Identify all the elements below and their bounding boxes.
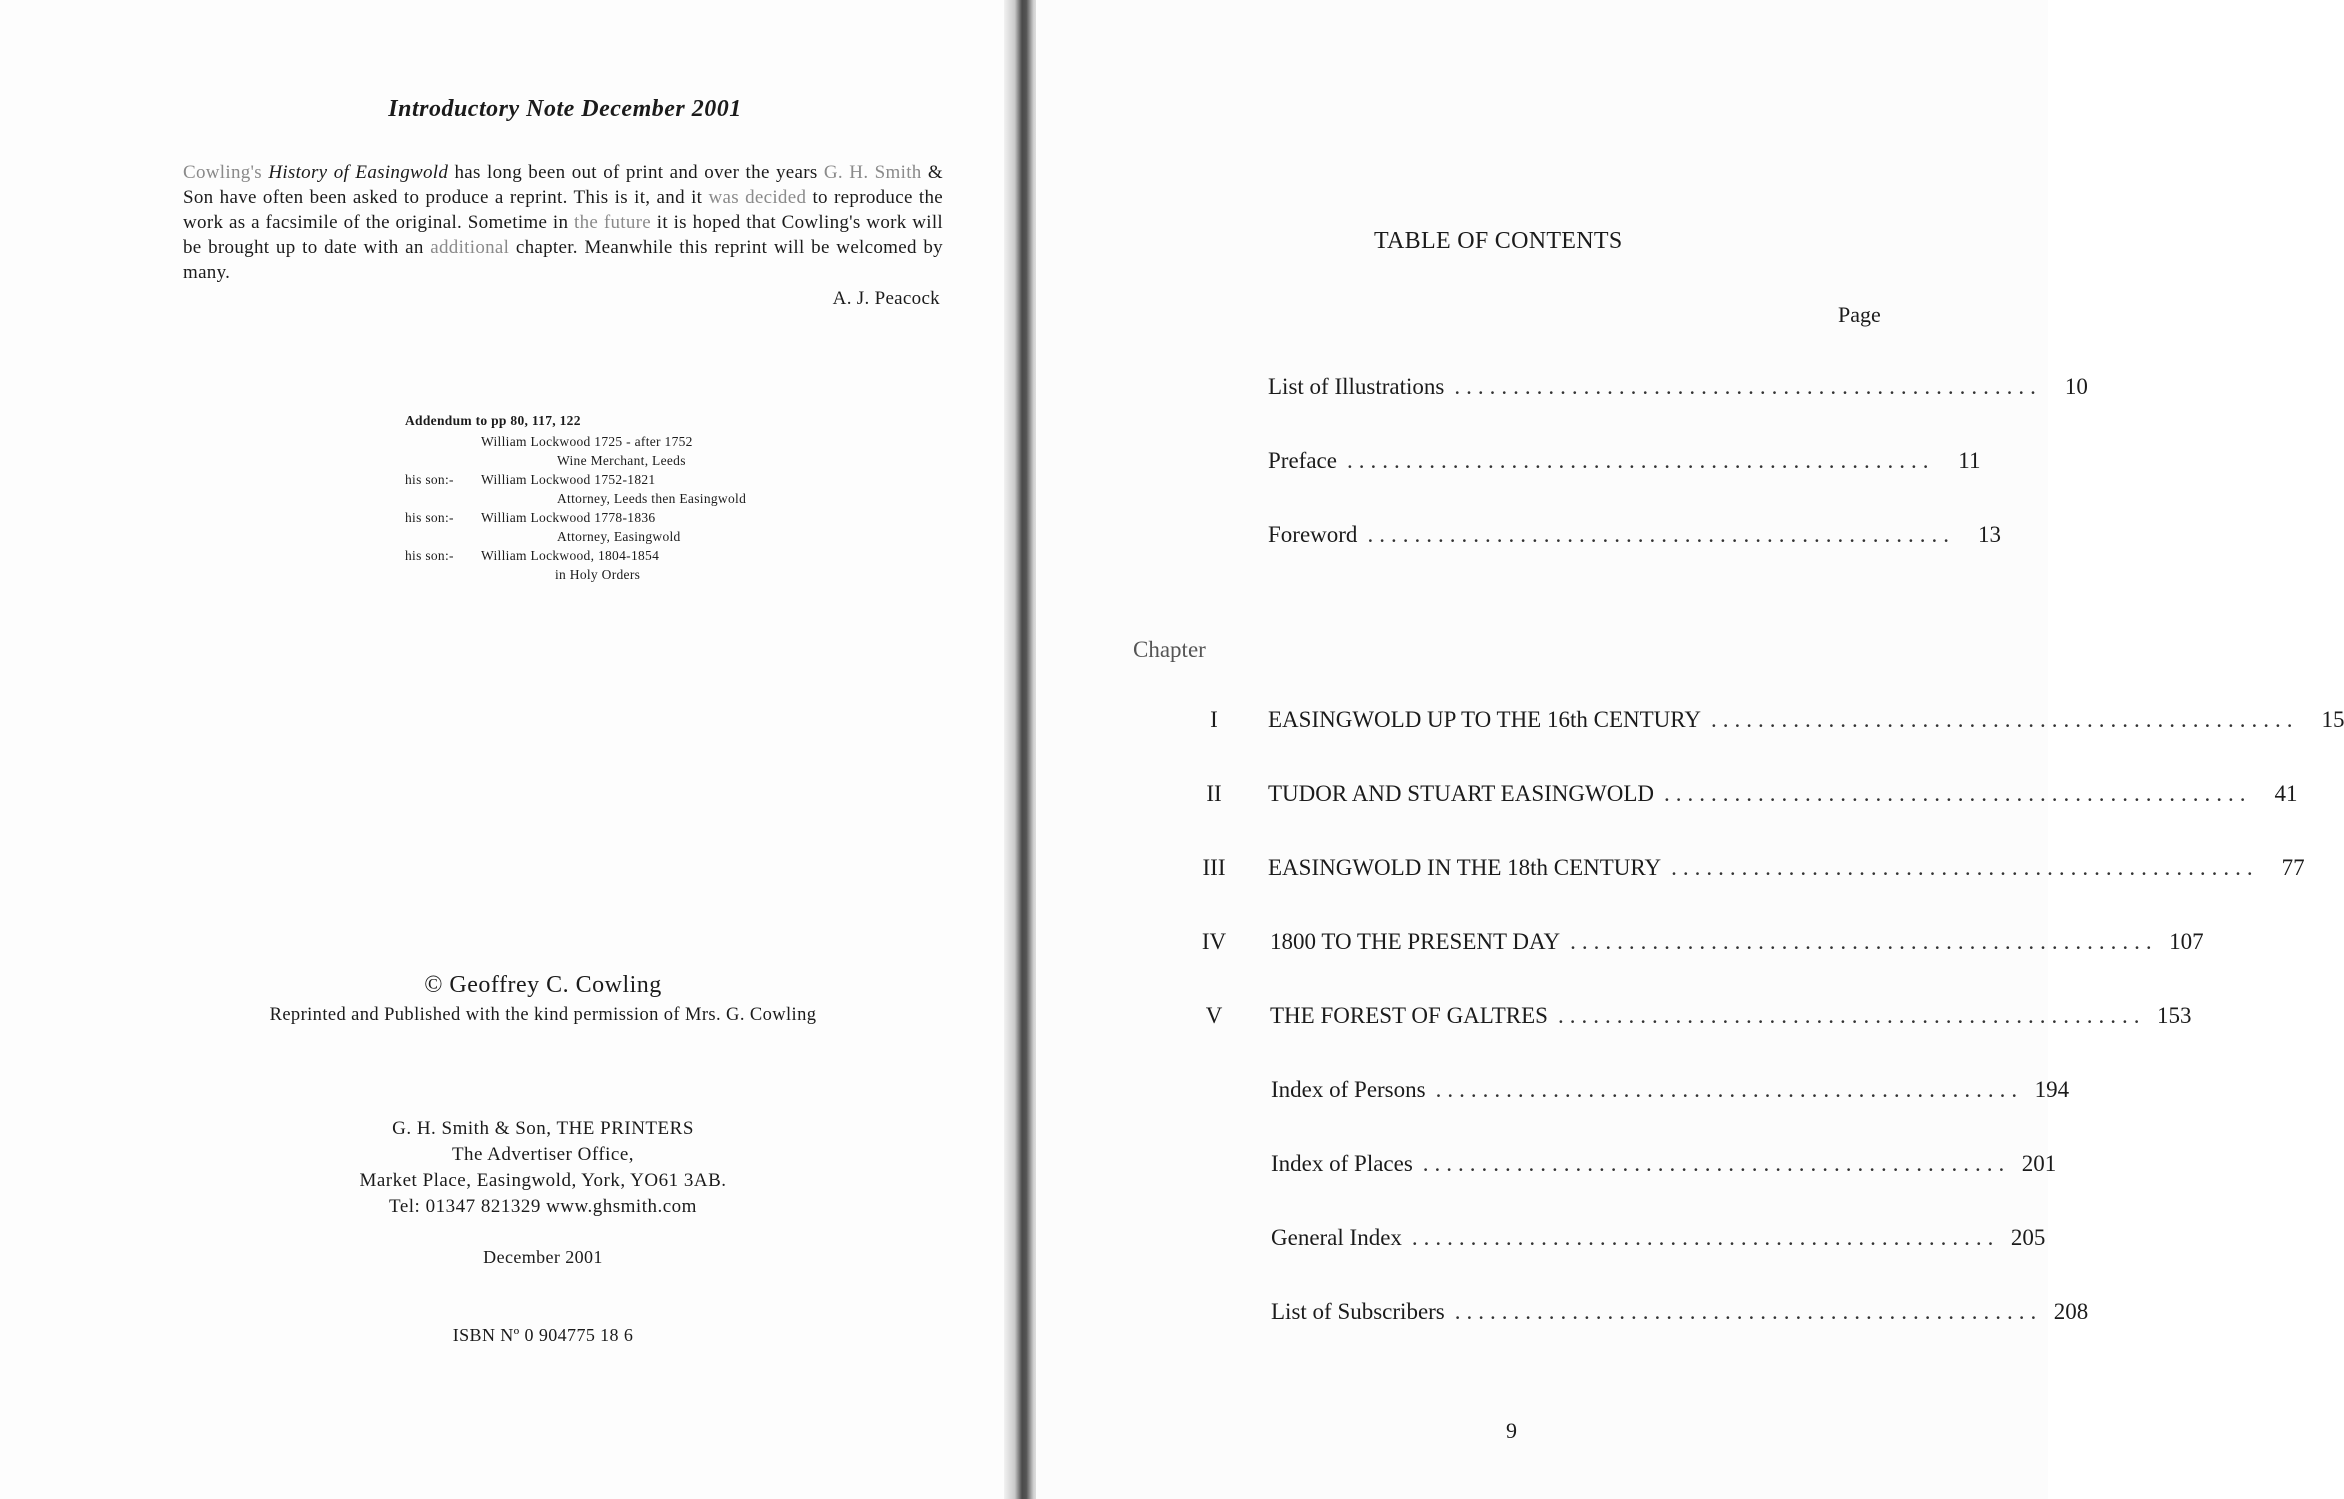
chapter-title: EASINGWOLD UP TO THE 16th CENTURY: [1268, 707, 1701, 732]
toc-entry[interactable]: [1271, 1151, 2057, 1177]
intro-lead: Cowling's: [183, 162, 262, 183]
addendum-relation: [405, 432, 481, 451]
chapter-title: THE FOREST OF GALTRES: [1270, 1003, 1548, 1028]
addendum-relation: his son:-: [405, 472, 454, 487]
toc-entry-title: Foreword: [1268, 522, 1358, 547]
toc-entry-page: 13: [1977, 522, 2001, 547]
chapter-page: 15: [2321, 707, 2344, 732]
chapter-page: 153: [2156, 1003, 2192, 1028]
publication-date: December 2001: [483, 1247, 603, 1267]
toc-chapter[interactable]: [1206, 781, 2298, 807]
toc-entry-title: List of Illustrations: [1268, 374, 1445, 399]
toc-entry-page: 194: [2034, 1077, 2070, 1102]
addendum-entry: [405, 546, 825, 565]
page-number: 9: [1506, 1418, 1517, 1443]
toc-entry-title: Index of Places: [1271, 1151, 1413, 1176]
signature: A. J. Peacock: [832, 288, 940, 309]
toc-entry-page: 10: [2064, 374, 2088, 399]
addendum-note: in Holy Orders: [555, 567, 641, 582]
toc-entry-title: Index of Persons: [1271, 1077, 1426, 1102]
toc-entry[interactable]: [1268, 374, 2088, 400]
addendum-relation: his son:-: [405, 548, 454, 563]
addendum: [405, 411, 825, 584]
toc-entry-title: General Index: [1271, 1225, 1402, 1250]
intro-the: the future: [574, 212, 652, 233]
right-page: [1036, 0, 2048, 1499]
book-gutter: [1004, 0, 1040, 1499]
toc-entry-page: 11: [1958, 448, 1981, 473]
toc-entry-title: Preface: [1268, 448, 1337, 473]
printer-address: [0, 1116, 1086, 1220]
addendum-entry: [405, 508, 825, 527]
addendum-entry: [405, 432, 825, 451]
toc-entry[interactable]: [1271, 1077, 2070, 1103]
toc-chapter[interactable]: [1205, 1003, 2192, 1029]
permission-line: Reprinted and Published with the kind permission of Mrs. G. Cowling: [269, 1005, 817, 1025]
chapter-title: EASINGWOLD IN THE 18th CENTURY: [1268, 855, 1662, 880]
toc-entry[interactable]: [1271, 1225, 2046, 1251]
chapter-title: TUDOR AND STUART EASINGWOLD: [1268, 781, 1654, 806]
intro-book-title: History of Easingwold: [268, 162, 449, 183]
leader-dots: ..................................................: [1671, 855, 2259, 880]
printer-line: Tel: 01347 821329 www.ghsmith.com: [389, 1196, 697, 1217]
intro-paragraph: [183, 160, 943, 285]
chapter-number: I: [1210, 707, 1218, 732]
leader-dots: ..................................................: [1710, 707, 2299, 732]
intro-text-1: has long been out of print and over the years: [448, 162, 824, 183]
intro-title: Introductory Note December 2001: [388, 96, 742, 122]
addendum-name: William Lockwood 1752-1821: [481, 472, 656, 487]
chapter-title: 1800 TO THE PRESENT DAY: [1270, 929, 1561, 954]
isbn: ISBN Nº 0 904775 18 6: [452, 1325, 634, 1345]
chapter-number: III: [1202, 855, 1226, 880]
toc-chapter[interactable]: [1201, 929, 2204, 955]
leader-dots: ..................................................: [1411, 1225, 2000, 1250]
addendum-note: Wine Merchant, Leeds: [557, 453, 686, 468]
toc-chapter[interactable]: [1210, 707, 2344, 733]
chapter-number: IV: [1201, 929, 1227, 954]
chapter-page: 41: [2274, 781, 2298, 806]
chapter-page: 77: [2281, 855, 2305, 880]
addendum-relation: his son:-: [405, 510, 454, 525]
addendum-name: William Lockwood 1778-1836: [481, 510, 656, 525]
leader-dots: ..................................................: [1346, 448, 1935, 473]
leader-dots: ..................................................: [1664, 781, 2252, 806]
leader-dots: ..................................................: [1557, 1003, 2146, 1028]
toc-entry-page: 208: [2053, 1299, 2089, 1324]
intro-text-2: & Son have often been asked to produce a reprint. This is it, and it: [183, 162, 943, 208]
leader-dots: ..................................................: [1367, 522, 1955, 547]
intro-printer: G. H. Smith: [823, 162, 922, 183]
intro-text-4: it is hoped that Cowling's work will be brought up to date with an: [183, 212, 944, 258]
addendum-entry: [405, 470, 825, 489]
toc-entry[interactable]: [1268, 448, 1981, 474]
toc-entry[interactable]: [1268, 522, 2001, 548]
chapter-page: 107: [2169, 929, 2204, 954]
leader-dots: ..................................................: [1570, 929, 2158, 954]
addendum-note: Attorney, Easingwold: [557, 529, 681, 544]
addendum-name: William Lockwood 1725 - after 1752: [481, 434, 693, 449]
intro-text-3: to reproduce the work as a facsimile of the original. Sometime in: [183, 187, 943, 233]
intro-was: was decided: [708, 187, 807, 208]
page-column-header: Page: [1838, 302, 1881, 327]
leader-dots: ..................................................: [1454, 374, 2042, 399]
addendum-name: William Lockwood, 1804-1854: [481, 548, 660, 563]
intro-text-5: chapter. Meanwhile this reprint will be welcomed by many.: [183, 237, 943, 283]
copyright-line: © Geoffrey C. Cowling: [424, 972, 662, 998]
chapter-number: II: [1206, 781, 1222, 806]
toc-title: TABLE OF CONTENTS: [1374, 228, 1623, 254]
toc-entry-page: 205: [2010, 1225, 2046, 1250]
leader-dots: ..................................................: [1454, 1299, 2043, 1324]
leader-dots: ..................................................: [1422, 1151, 2011, 1176]
addendum-heading: Addendum to pp 80, 117, 122: [405, 413, 581, 428]
toc-entry-title: List of Subscribers: [1271, 1299, 1445, 1324]
addendum-note: Attorney, Leeds then Easingwold: [557, 491, 747, 506]
printer-line: Market Place, Easingwold, York, YO61 3AB.: [359, 1170, 727, 1191]
toc-chapter[interactable]: [1202, 855, 2305, 881]
chapter-number: V: [1205, 1003, 1223, 1028]
toc-entry-page: 201: [2021, 1151, 2057, 1176]
intro-additional: additional: [430, 237, 510, 258]
printer-line: G. H. Smith & Son, THE PRINTERS: [392, 1118, 694, 1139]
leader-dots: ..................................................: [1435, 1077, 2024, 1102]
toc-entry[interactable]: [1271, 1299, 2089, 1325]
printer-line: The Advertiser Office,: [451, 1144, 635, 1165]
chapter-label: Chapter: [1133, 637, 1206, 662]
